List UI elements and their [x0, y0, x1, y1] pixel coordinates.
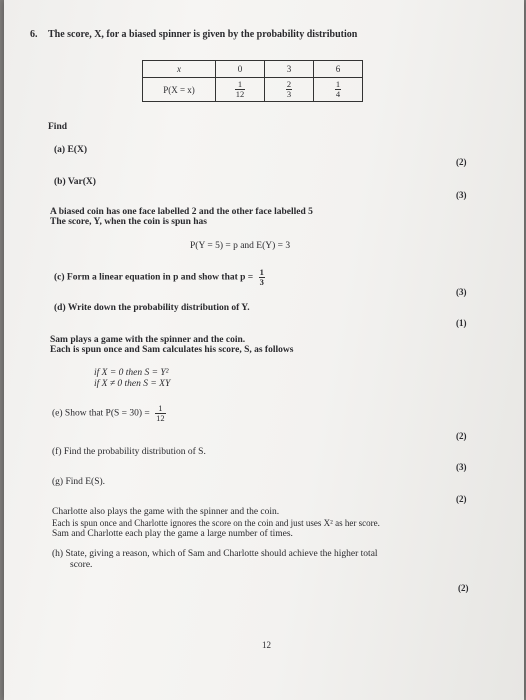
question-intro: The score, X, for a biased spinner is given by the probability distribution — [48, 29, 358, 40]
exam-page — [4, 0, 524, 700]
charlotte-line-1: Charlotte also plays the game with the spinner and the coin. — [52, 507, 280, 517]
part-c-marks: (3) — [456, 287, 467, 297]
part-b-marks: (3) — [456, 190, 467, 200]
table-header-p: P(X = x) — [143, 78, 216, 102]
part-a: (a) E(X) — [54, 145, 87, 155]
page-number: 12 — [262, 640, 271, 650]
part-a-marks: (2) — [456, 157, 467, 167]
table-row-p — [143, 78, 363, 102]
part-h-line-1: (h) State, giving a reason, which of Sam and Charlotte should achieve the higher total — [52, 549, 378, 559]
part-b: (b) Var(X) — [54, 177, 96, 187]
table-cell-p1: $\frac{2}{3}$ — [265, 78, 314, 102]
part-c: (c) Form a linear equation in p and show that p = $\frac{1}{3}$ — [54, 267, 264, 287]
charlotte-line-2: Each is spun once and Charlotte ignores the score on the coin and just uses X² as her score. — [52, 518, 380, 528]
sam-line-1: Sam plays a game with the spinner and the coin. — [50, 335, 246, 345]
part-g: (g) Find E(S). — [52, 477, 106, 487]
sam-line-2: Each is spun once and Sam calculates his score, S, as follows — [50, 345, 294, 355]
rule-1: if X = 0 then S = Y² — [94, 368, 169, 378]
part-g-marks: (2) — [456, 494, 467, 504]
part-d: (d) Write down the probability distribution of Y. — [54, 303, 250, 313]
table-row-x — [143, 61, 363, 78]
table-cell-x1: 3 — [265, 61, 314, 78]
table-cell-x0: 0 — [216, 61, 265, 78]
rule-2: if X ≠ 0 then S = XY — [94, 379, 171, 389]
part-f-marks: (3) — [456, 462, 467, 472]
part-d-marks: (1) — [456, 318, 467, 328]
part-e: (e) Show that P(S = 30) = $\frac{1}{12}$ — [52, 403, 165, 423]
charlotte-line-3: Sam and Charlotte each play the game a large number of times. — [52, 529, 293, 539]
find-label: Find — [48, 122, 68, 132]
coin-equation: P(Y = 5) = p and E(Y) = 3 — [190, 241, 291, 251]
coin-line-1: A biased coin has one face labelled 2 and the other face labelled 5 — [50, 207, 313, 217]
table-cell-x2: 6 — [314, 61, 363, 78]
part-h-marks: (2) — [458, 583, 469, 593]
part-h-line-2: score. — [70, 560, 93, 570]
part-f: (f) Find the probability distribution of S. — [52, 447, 206, 457]
table-cell-p2: $\frac{1}{4}$ — [314, 78, 363, 102]
table-cell-p0: $\frac{1}{12}$ — [216, 78, 265, 102]
question-number: 6. — [30, 29, 38, 40]
coin-line-2: The score, Y, when the coin is spun has — [50, 217, 207, 227]
table-header-x: x — [143, 61, 216, 78]
probability-table — [142, 60, 363, 102]
part-e-marks: (2) — [456, 431, 467, 441]
